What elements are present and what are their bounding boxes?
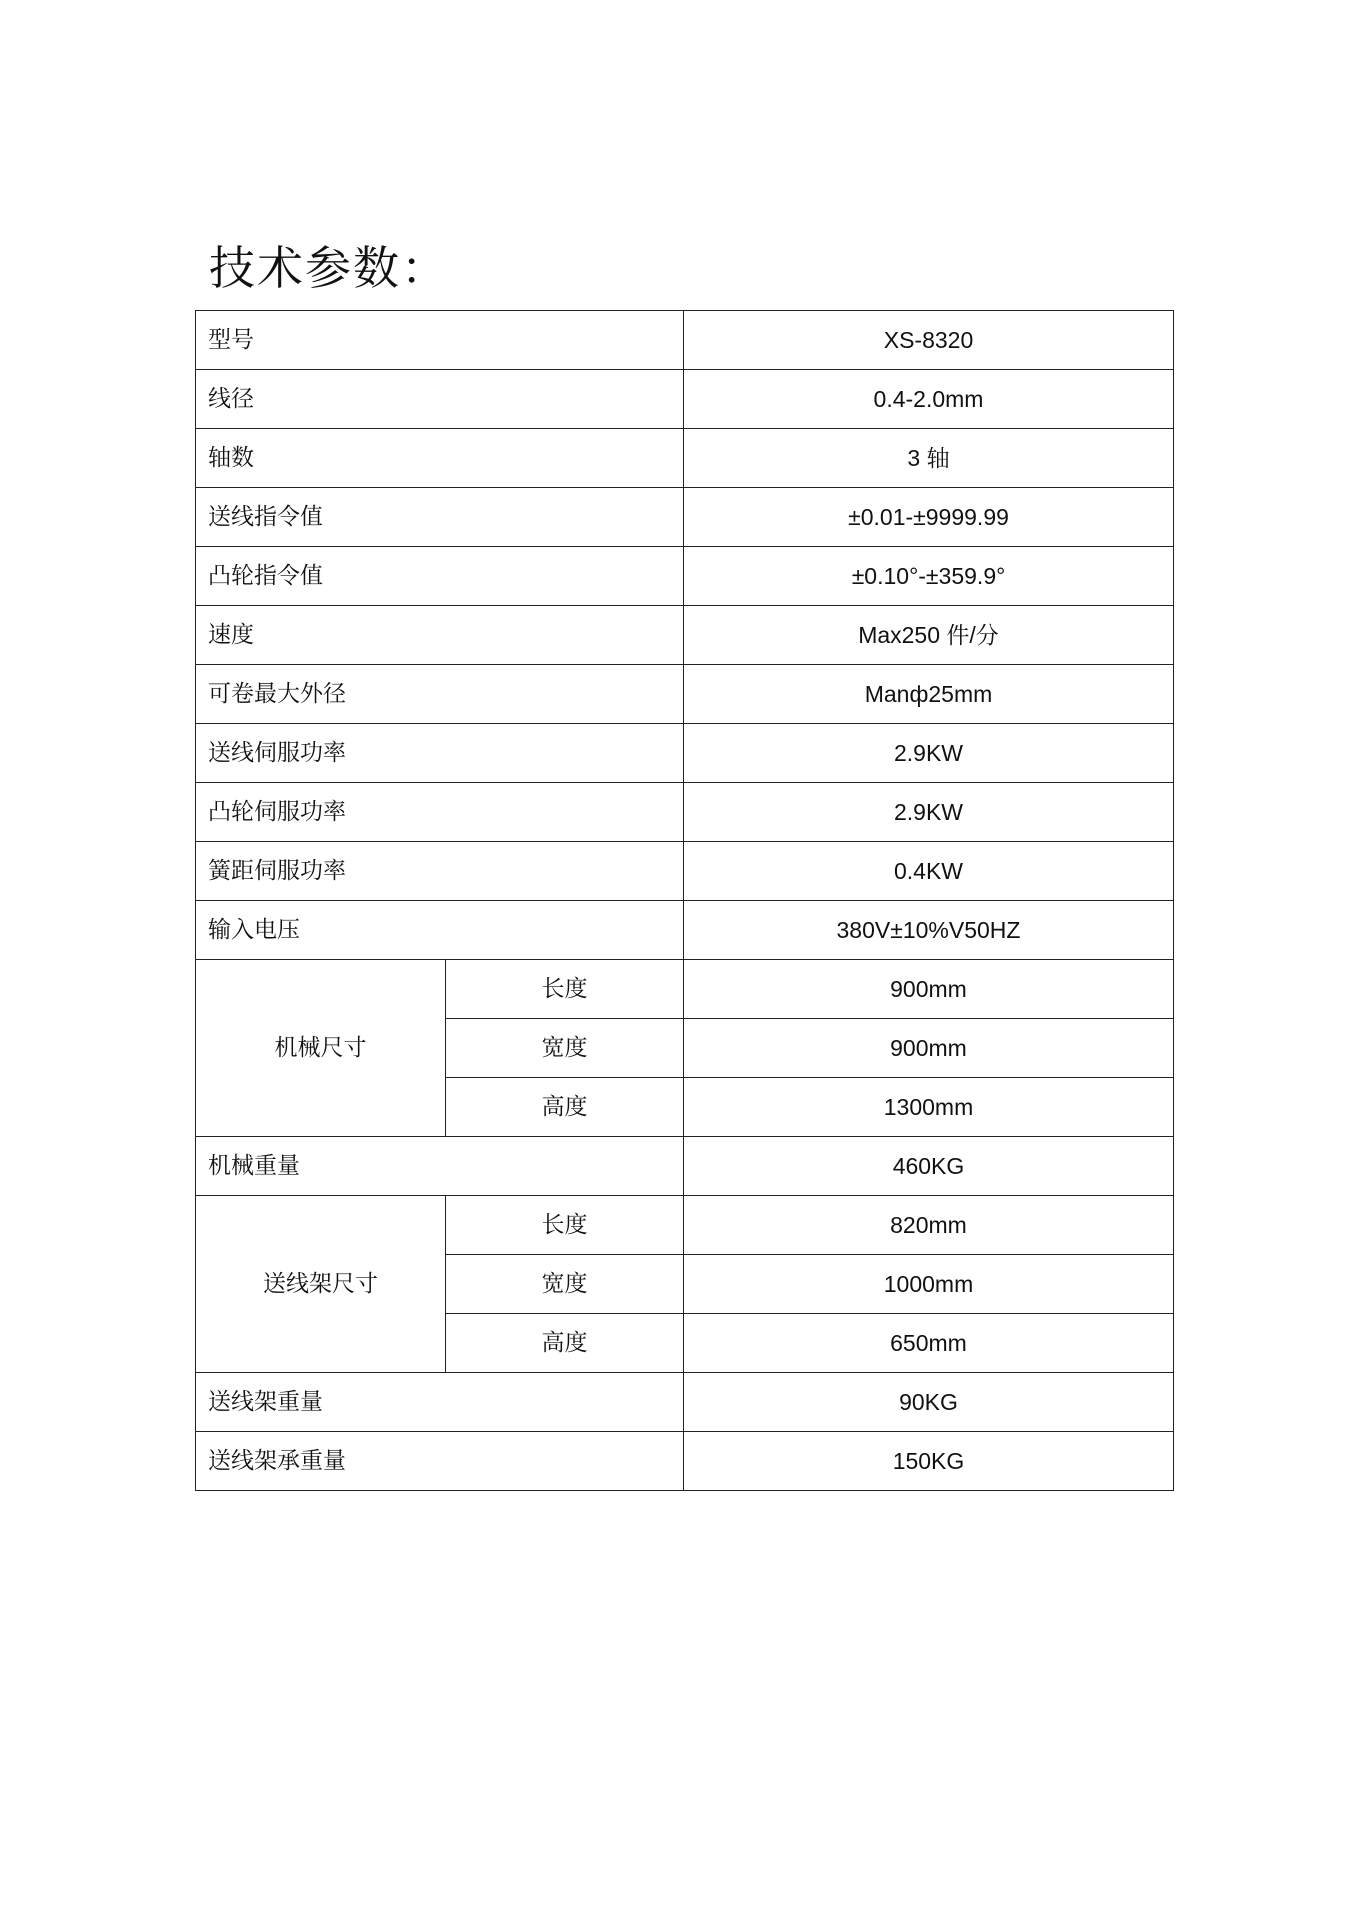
machine-width-label: 宽度 — [446, 1019, 684, 1078]
row-value: 2.9KW — [684, 783, 1174, 842]
row-value: 0.4-2.0mm — [684, 370, 1174, 429]
table-row — [196, 665, 1174, 724]
feeder-width-label: 宽度 — [446, 1255, 684, 1314]
row-value: Max250 件/分 — [684, 606, 1174, 665]
row-value: 2.9KW — [684, 724, 1174, 783]
table-row — [196, 842, 1174, 901]
feeder-load-value: 150KG — [684, 1432, 1174, 1491]
table-row — [196, 311, 1174, 370]
table-row — [196, 783, 1174, 842]
table-row — [196, 1373, 1174, 1432]
machine-weight-label: 机械重量 — [196, 1137, 684, 1196]
table-row — [196, 1196, 1174, 1255]
feeder-height-value: 650mm — [684, 1314, 1174, 1373]
row-label: 速度 — [196, 606, 684, 665]
table-row — [196, 724, 1174, 783]
machine-length-value: 900mm — [684, 960, 1174, 1019]
spec-table — [195, 310, 1174, 1491]
row-value: ±0.10°-±359.9° — [684, 547, 1174, 606]
row-label: 型号 — [196, 311, 684, 370]
table-row — [196, 547, 1174, 606]
table-row — [196, 960, 1174, 1019]
feeder-length-value: 820mm — [684, 1196, 1174, 1255]
feeder-length-label: 长度 — [446, 1196, 684, 1255]
row-label: 凸轮伺服功率 — [196, 783, 684, 842]
table-row — [196, 1432, 1174, 1491]
machine-weight-value: 460KG — [684, 1137, 1174, 1196]
row-value: XS-8320 — [684, 311, 1174, 370]
row-label: 线径 — [196, 370, 684, 429]
row-value: 0.4KW — [684, 842, 1174, 901]
table-row — [196, 901, 1174, 960]
row-value: 3 轴 — [684, 429, 1174, 488]
table-row — [196, 488, 1174, 547]
row-label: 轴数 — [196, 429, 684, 488]
machine-height-value: 1300mm — [684, 1078, 1174, 1137]
feeder-size-group-label: 送线架尺寸 — [196, 1196, 446, 1373]
machine-size-group-label: 机械尺寸 — [196, 960, 446, 1137]
feeder-weight-label: 送线架重量 — [196, 1373, 684, 1432]
row-label: 输入电压 — [196, 901, 684, 960]
machine-width-value: 900mm — [684, 1019, 1174, 1078]
machine-length-label: 长度 — [446, 960, 684, 1019]
machine-height-label: 高度 — [446, 1078, 684, 1137]
row-value: Manф25mm — [684, 665, 1174, 724]
feeder-height-label: 高度 — [446, 1314, 684, 1373]
feeder-weight-value: 90KG — [684, 1373, 1174, 1432]
table-row — [196, 1137, 1174, 1196]
row-label: 送线指令值 — [196, 488, 684, 547]
row-label: 可卷最大外径 — [196, 665, 684, 724]
page-title: 技术参数： — [209, 241, 449, 295]
row-label: 凸轮指令值 — [196, 547, 684, 606]
table-row — [196, 370, 1174, 429]
feeder-width-value: 1000mm — [684, 1255, 1174, 1314]
row-label: 簧距伺服功率 — [196, 842, 684, 901]
row-label: 送线伺服功率 — [196, 724, 684, 783]
table-row — [196, 606, 1174, 665]
row-value: ±0.01-±9999.99 — [684, 488, 1174, 547]
table-row — [196, 429, 1174, 488]
row-value: 380V±10%V50HZ — [684, 901, 1174, 960]
feeder-load-label: 送线架承重量 — [196, 1432, 684, 1491]
